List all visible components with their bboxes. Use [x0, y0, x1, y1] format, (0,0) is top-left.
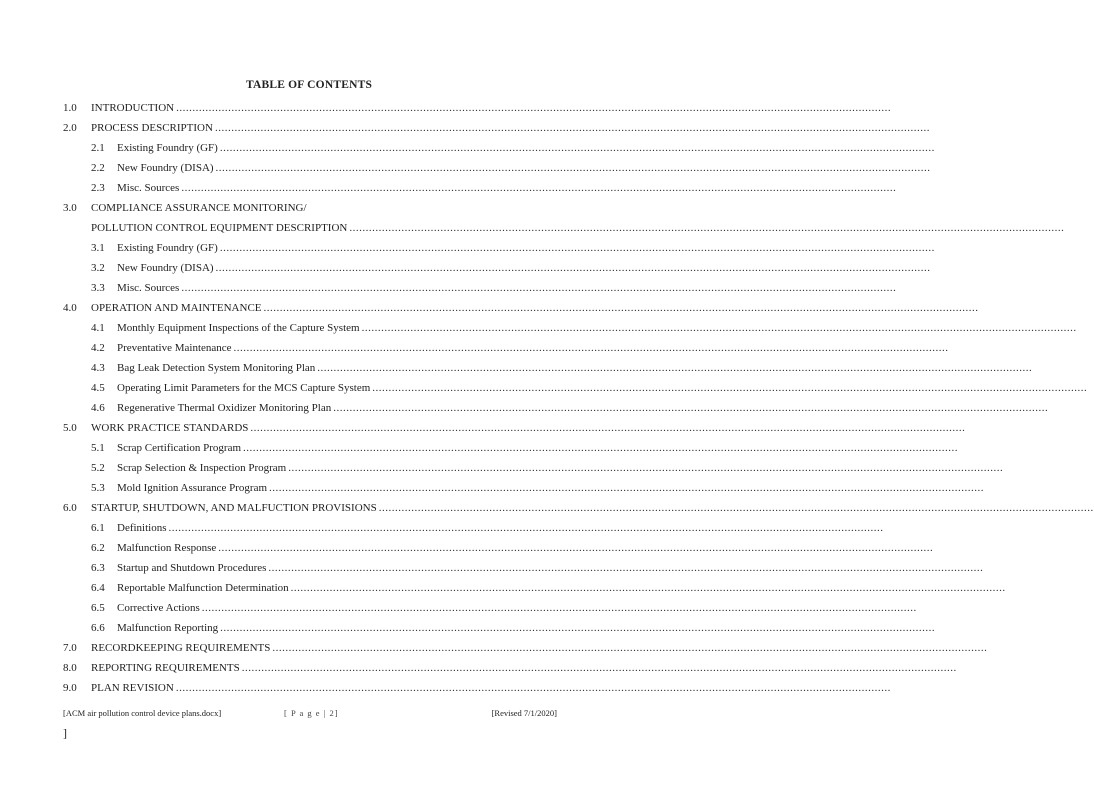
toc-entry	[0, 178, 897, 198]
toc-entry-title: Startup and Shutdown Procedures	[117, 562, 267, 574]
toc-entry-number: 8.0	[63, 662, 77, 674]
stray-bracket-mark: ]	[63, 726, 67, 740]
toc-entry-number: 7.0	[63, 642, 77, 654]
toc-entry	[0, 298, 979, 318]
toc-entry-title: Existing Foundry (GF)	[117, 142, 218, 154]
toc-dot-leader: ............................................................................................................................................................................................................................	[214, 122, 930, 134]
toc-entry	[0, 458, 1004, 478]
toc-entry	[0, 398, 1049, 418]
toc-entry-number: 2.1	[91, 142, 105, 154]
toc-dot-leader: ............................................................................................................................................................................................................................	[333, 402, 1049, 414]
toc-entry-title: Operating Limit Parameters for the MCS Capture System	[117, 382, 371, 394]
toc-entry-title: Reportable Malfunction Determination	[117, 582, 289, 594]
toc-entry-title: STARTUP, SHUTDOWN, AND MALFUCTION PROVISIONS	[91, 502, 377, 514]
toc-entry-title: New Foundry (DISA)	[117, 262, 214, 274]
footer-page-number: [ P a g e | 2]	[284, 708, 339, 718]
toc-entry-title: Misc. Sources	[117, 282, 180, 294]
toc-entry-title: Malfunction Response	[117, 542, 217, 554]
toc-dot-leader: ............................................................................................................................................................................................................................	[290, 582, 1006, 594]
toc-entry-title: Scrap Certification Program	[117, 442, 242, 454]
toc-entry	[0, 238, 935, 258]
toc-entry-title: Misc. Sources	[117, 182, 180, 194]
toc-entry-number: 9.0	[63, 682, 77, 694]
toc-dot-leader: ............................................................................................................................................................................................................................	[243, 442, 959, 454]
toc-entry-title: PLAN REVISION	[91, 682, 174, 694]
toc-entry-number: 5.2	[91, 462, 105, 474]
toc-entry	[0, 518, 884, 538]
toc-dot-leader: ............................................................................................................................................................................................................................	[268, 562, 984, 574]
toc-entry	[0, 538, 934, 558]
toc-entry-number: 6.3	[91, 562, 105, 574]
toc-dot-leader: ............................................................................................................................................................................................................................	[361, 322, 1077, 334]
toc-dot-leader: ............................................................................................................................................................................................................................	[378, 502, 1094, 514]
toc-entry-number: 5.1	[91, 442, 105, 454]
toc-entry	[0, 138, 935, 158]
toc-entry	[0, 558, 984, 578]
toc-title: TABLE OF CONTENTS	[245, 79, 373, 91]
toc-dot-leader: ............................................................................................................................................................................................................................	[317, 362, 1033, 374]
toc-entry	[0, 98, 892, 118]
toc-entry-title: Monthly Equipment Inspections of the Capture System	[117, 322, 360, 334]
toc-entry-number: 5.3	[91, 482, 105, 494]
toc-entry-number: 4.5	[91, 382, 105, 394]
toc-entry-title: Preventative Maintenance	[117, 342, 232, 354]
toc-entry-number: 2.3	[91, 182, 105, 194]
toc-dot-leader: ............................................................................................................................................................................................................................	[175, 682, 891, 694]
toc-dot-leader: ............................................................................................................................................................................................................................	[215, 262, 931, 274]
toc-dot-leader: ............................................................................................................................................................................................................................	[349, 222, 1065, 234]
toc-dot-leader: ............................................................................................................................................................................................................................	[241, 662, 957, 674]
toc-entry-number: 4.3	[91, 362, 105, 374]
toc-dot-leader: ............................................................................................................................................................................................................................	[233, 342, 949, 354]
toc-entry	[0, 638, 988, 658]
toc-entry-number: 4.2	[91, 342, 105, 354]
toc-entry	[0, 618, 936, 638]
toc-entry-title: New Foundry (DISA)	[117, 162, 214, 174]
toc-entry-number: 4.6	[91, 402, 105, 414]
toc-dot-leader: ............................................................................................................................................................................................................................	[372, 382, 1088, 394]
toc-dot-leader: ............................................................................................................................................................................................................................	[176, 102, 892, 114]
toc-entry-title: INTRODUCTION	[91, 102, 175, 114]
toc-entry	[0, 158, 931, 178]
toc-entry-title: COMPLIANCE ASSURANCE MONITORING/	[91, 202, 307, 214]
toc-dot-leader: ............................................................................................................................................................................................................................	[218, 542, 934, 554]
toc-entry-number: 4.1	[91, 322, 105, 334]
toc-dot-leader: ............................................................................................................................................................................................................................	[219, 242, 935, 254]
toc-dot-leader: ............................................................................................................................................................................................................................	[219, 142, 935, 154]
toc-entry-number: 6.2	[91, 542, 105, 554]
toc-dot-leader: ............................................................................................................................................................................................................................	[201, 602, 917, 614]
toc-entry	[0, 658, 957, 678]
toc-entry	[0, 338, 949, 358]
toc-entry	[0, 358, 1033, 378]
footer-revision-date: [Revised 7/1/2020]	[491, 708, 557, 718]
footer-filename: [ACM air pollution control device plans.docx]	[63, 708, 222, 718]
toc-entry	[0, 118, 930, 138]
toc-entry	[0, 378, 1088, 398]
toc-entry-number: 6.0	[63, 502, 77, 514]
toc-dot-leader: ............................................................................................................................................................................................................................	[288, 462, 1004, 474]
toc-entry-title: Definitions	[117, 522, 167, 534]
toc-entry	[0, 198, 618, 218]
toc-dot-leader: ............................................................................................................................................................................................................................	[272, 642, 988, 654]
toc-entry-title: WORK PRACTICE STANDARDS	[91, 422, 249, 434]
toc-entry-title: Scrap Selection & Inspection Program	[117, 462, 287, 474]
toc-entry	[0, 578, 1006, 598]
toc-entry-number: 6.6	[91, 622, 105, 634]
toc-entry-number: 6.1	[91, 522, 105, 534]
toc-entry-number: 1.0	[63, 102, 77, 114]
toc-entry-number: 5.0	[63, 422, 77, 434]
toc-entry	[0, 498, 1094, 518]
toc-entry-number: 2.0	[63, 122, 77, 134]
toc-entry	[0, 598, 917, 618]
toc-entry-number: 4.0	[63, 302, 77, 314]
toc-entry-number: 6.4	[91, 582, 105, 594]
toc-entry	[0, 418, 966, 438]
toc-dot-leader: ............................................................................................................................................................................................................................	[269, 482, 985, 494]
toc-entry-number: 3.1	[91, 242, 105, 254]
toc-dot-leader: ............................................................................................................................................................................................................................	[250, 422, 966, 434]
toc-entry	[0, 438, 959, 458]
toc-entry-number: 3.3	[91, 282, 105, 294]
toc-entry-number: 6.5	[91, 602, 105, 614]
toc-dot-leader: ............................................................................................................................................................................................................................	[168, 522, 884, 534]
toc-entry	[0, 278, 897, 298]
toc-entry-title: Bag Leak Detection System Monitoring Plan	[117, 362, 316, 374]
toc-entry-title: REPORTING REQUIREMENTS	[91, 662, 240, 674]
toc-entry-title: OPERATION AND MAINTENANCE	[91, 302, 262, 314]
toc-entry	[0, 258, 931, 278]
toc-entry-title: Malfunction Reporting	[117, 622, 219, 634]
toc-entry	[0, 478, 985, 498]
toc-entry-title: POLLUTION CONTROL EQUIPMENT DESCRIPTION	[91, 222, 348, 234]
toc-dot-leader: ............................................................................................................................................................................................................................	[263, 302, 979, 314]
toc-entry-title: Mold Ignition Assurance Program	[117, 482, 268, 494]
toc-entry	[0, 318, 1077, 338]
toc-dot-leader: ............................................................................................................................................................................................................................	[181, 182, 897, 194]
toc-entry-title: Corrective Actions	[117, 602, 200, 614]
toc-entry-number: 3.2	[91, 262, 105, 274]
toc-dot-leader: ............................................................................................................................................................................................................................	[181, 282, 897, 294]
toc-entry-title: RECORDKEEPING REQUIREMENTS	[91, 642, 271, 654]
toc-entry	[0, 678, 891, 698]
toc-entry-title: Existing Foundry (GF)	[117, 242, 218, 254]
toc-entry-number: 2.2	[91, 162, 105, 174]
page-footer	[63, 706, 557, 720]
toc-entry-title: Regenerative Thermal Oxidizer Monitoring Plan	[117, 402, 332, 414]
toc-entry	[0, 218, 1065, 238]
toc-dot-leader: ............................................................................................................................................................................................................................	[215, 162, 931, 174]
toc-list	[0, 98, 1094, 698]
toc-entry-title: PROCESS DESCRIPTION	[91, 122, 213, 134]
toc-entry-number: 3.0	[63, 202, 77, 214]
toc-dot-leader: ............................................................................................................................................................................................................................	[220, 622, 936, 634]
